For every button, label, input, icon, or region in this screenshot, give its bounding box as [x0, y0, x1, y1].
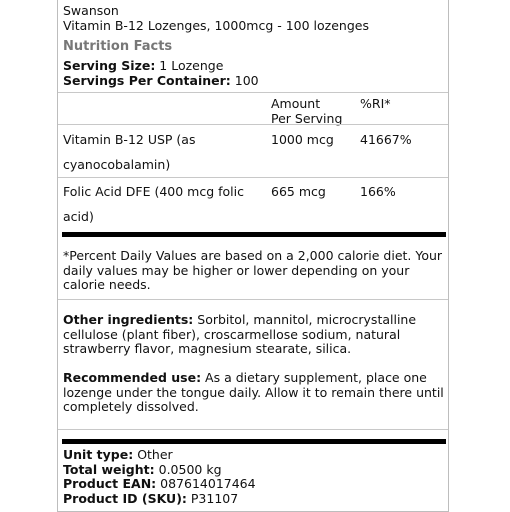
- recommended-use-label: Recommended use:: [63, 370, 202, 385]
- unit-type: [63, 448, 447, 463]
- nutrient-amount: 1000 mcg: [271, 132, 334, 147]
- servings-per-container-label: Servings Per Container:: [63, 73, 231, 88]
- daily-value-footnote: *Percent Daily Values are based on a 2,000 calorie diet. Your daily values may be higher or lower depending on your calorie needs.: [63, 248, 443, 292]
- nutrient-amount: 665 mcg: [271, 184, 326, 199]
- serving-size-label: Serving Size:: [63, 58, 156, 73]
- product-ean: [63, 477, 447, 492]
- nutrition-facts-title: Nutrition Facts: [63, 39, 173, 54]
- divider: [58, 124, 448, 125]
- product-sku-value: P31107: [186, 490, 239, 506]
- amount-header-line1: Amount: [271, 96, 321, 111]
- product-name: Vitamin B-12 Lozenges, 1000mcg - 100 lozenges: [63, 17, 369, 33]
- other-ingredients: [63, 313, 447, 357]
- thick-divider: [62, 232, 446, 237]
- thick-divider: [62, 439, 446, 444]
- nutrient-name-line1: Folic Acid DFE (400 mcg folic: [63, 184, 244, 199]
- nutrient-name-line2: cyanocobalamin): [63, 157, 171, 172]
- nutrient-name: [63, 179, 263, 229]
- product-sku: [63, 492, 447, 507]
- total-weight: [63, 463, 447, 478]
- supplement-facts-panel: [57, 0, 449, 512]
- recommended-use: [63, 371, 447, 415]
- unit-type-label: Unit type:: [63, 447, 134, 462]
- other-ingredients-label: Other ingredients:: [63, 312, 194, 327]
- product-details: [63, 448, 447, 506]
- unit-type-value: Other: [133, 447, 173, 462]
- nutrient-ri: 166%: [360, 184, 396, 199]
- divider: [58, 299, 448, 300]
- product-sku-label: Product ID (SKU):: [63, 490, 187, 506]
- nutrient-name-line2: acid): [63, 209, 94, 224]
- servings-per-container: [63, 74, 443, 89]
- other-ingredients-text: Sorbitol, mannitol, microcrystalline cellulose (plant fiber), croscarmellose sodium, natural strawberry flavor, magnesium stearate, silica.: [63, 312, 417, 356]
- nutrient-name: [63, 127, 263, 177]
- brand-name: Swanson: [63, 3, 119, 18]
- total-weight-label: Total weight:: [63, 461, 155, 477]
- amount-header-line2: Per Serving: [271, 110, 343, 126]
- ri-header: %RI*: [360, 96, 391, 111]
- product-ean-label: Product EAN:: [63, 476, 157, 491]
- divider: [58, 177, 448, 178]
- total-weight-value: 0.0500 kg: [154, 461, 222, 477]
- nutrient-ri: 41667%: [360, 132, 412, 147]
- nutrient-name-line1: Vitamin B-12 USP (as: [63, 132, 196, 147]
- serving-size: [63, 59, 443, 74]
- divider: [58, 429, 448, 430]
- divider: [58, 92, 448, 93]
- serving-size-value: 1 Lozenge: [155, 58, 224, 73]
- amount-header: [271, 97, 361, 126]
- product-ean-value: 087614017464: [156, 476, 256, 491]
- product-header: [63, 4, 443, 33]
- servings-per-container-value: 100: [230, 73, 259, 88]
- recommended-use-text: As a dietary supplement, place one lozenge under the tongue daily. Allow it to remain there until completely dissolved.: [63, 370, 444, 414]
